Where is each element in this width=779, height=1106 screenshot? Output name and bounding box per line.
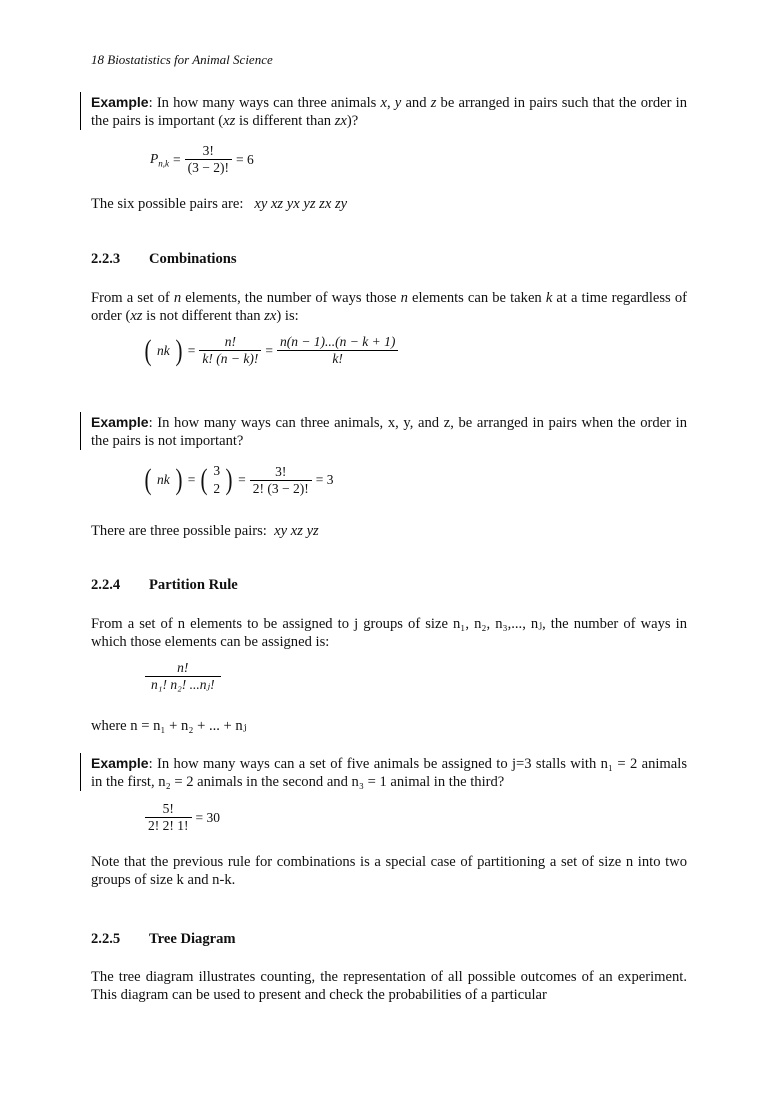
example-1-text: Example: In how many ways can three animals x, y and z be arranged in pairs such that the order in the pairs is important (xz is different than zx)? xyxy=(91,94,688,129)
partition-example-formula: $\frac{5!}{2! 2! 1!}$ = 30 xyxy=(145,801,220,834)
partition-note: Note that the previous rule for combinations is a special case of partitioning a set of size n into two groups of size k and n-k. xyxy=(91,854,687,888)
section-heading-tree-diagram: 2.2.5 Tree Diagram xyxy=(91,931,236,947)
example-label: Example xyxy=(91,94,149,110)
tree-diagram-paragraph: The tree diagram illustrates counting, the representation of all possible outcomes of an experiment. This diagram can be used to present and check the probabilities of a particular xyxy=(91,969,687,1003)
permutation-formula: $P_{n,k}$ = $\frac{3!}{(3 - 2)!}$ = 6 xyxy=(150,143,254,175)
partition-formula: $\frac{n!}{\text{n₁! n₂! ...nⱼ!}}$ xyxy=(145,660,221,693)
combinations-formula: ( nk ) = $\frac{n!}{k! (n - k)!}$ = $\frac{n(n - 1)...(n - k + 1)}{k!}$ xyxy=(143,334,398,367)
partition-paragraph: From a set of n elements to be assigned to j groups of size n₁, n₂, n₃,..., nⱼ, the number of ways in which those elements can be assigned is: xyxy=(91,616,687,650)
example-margin-bar xyxy=(80,753,81,791)
example-label: Example xyxy=(91,755,149,771)
binomial-example-formula: ( nk ) = ( 3 2 ) = $\frac{3!}{2! (3 - 2)!}$ = 3 xyxy=(144,463,334,496)
running-head: 18 Biostatistics for Animal Science xyxy=(91,52,273,67)
example-label: Example xyxy=(91,414,149,430)
example-2-pairs: There are three possible pairs: xy xz yz xyxy=(91,523,319,539)
combinations-paragraph: From a set of n elements, the number of ways those n elements can be taken k at a time regardless of order (xz is not different than zx) is: xyxy=(91,290,687,324)
example-margin-bar xyxy=(80,412,81,450)
example-2-text: Example: In how many ways can three animals, x, y, and z, be arranged in pairs when the order in the pairs is not important? xyxy=(91,414,687,449)
section-heading-partition-rule: 2.2.4 Partition Rule xyxy=(91,577,238,593)
example-3-text: Example: In how many ways can a set of five animals be assigned to j=3 stalls with n₁ = 2 animals in the first, n₂ = 2 animals in the second and n₃ = 1 animal in the third? xyxy=(91,755,687,790)
section-heading-combinations: 2.2.3 Combinations xyxy=(91,251,237,267)
partition-where: where n = n₁ + n₂ + ... + nⱼ xyxy=(91,718,247,734)
example-margin-bar xyxy=(80,92,81,130)
example-1-pairs: The six possible pairs are: xy xz yx yz zx zy xyxy=(91,196,348,212)
